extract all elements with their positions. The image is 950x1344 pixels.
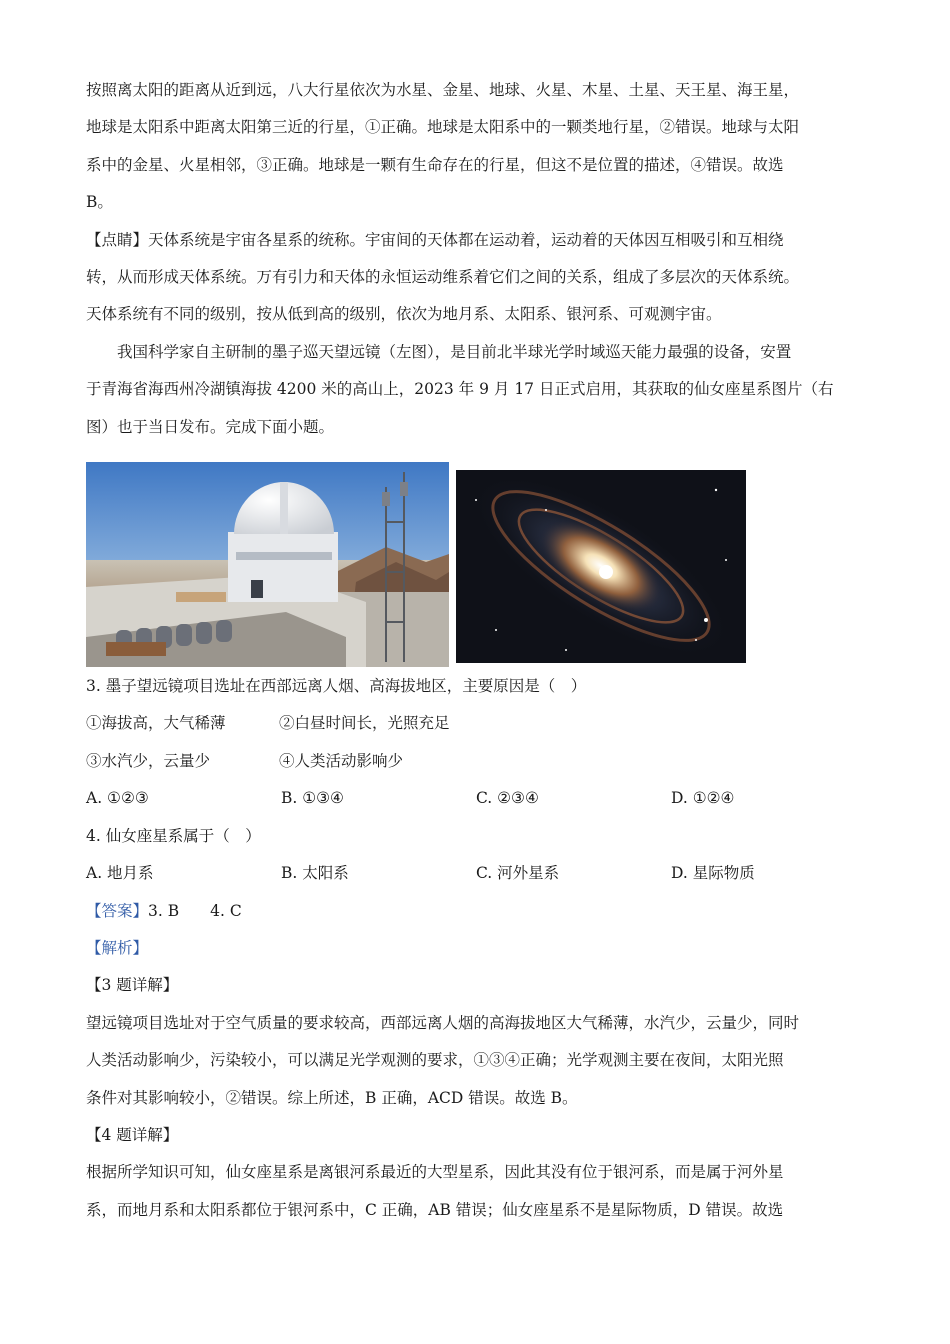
question-3-item: ①海拔高，大气稀薄 <box>86 714 226 733</box>
dianjing-line: 天体系统是宇宙各星系的统称。宇宙间的天体都在运动着，运动着的天体因互相吸引和互相绕 <box>148 230 784 249</box>
explanation-line: 系中的金星、火星相邻，③正确。地球是一颗有生命存在的行星，但这不是位置的描述，④错误。故选 <box>86 155 784 174</box>
dianjing-label: 【点睛】 <box>86 230 149 249</box>
question-3-stem: 3. 墨子望远镜项目选址在西部远离人烟、高海拔地区，主要原因是（ ） <box>86 677 587 696</box>
question-4-detail-title: 【4 题详解】 <box>86 1125 179 1144</box>
detail-line: 根据所学知识可知，仙女座星系是离银河系最近的大型星系，因此其没有位于银河系，而是属于河外星 <box>86 1163 784 1182</box>
option-d: D. 星际物质 <box>671 864 755 883</box>
dianjing-line: 转，从而形成天体系统。万有引力和天体的永恒运动维系着它们之间的关系，组成了多层次的天体系统。 <box>86 268 800 287</box>
explanation-line: 地球是太阳系中距离太阳第三近的行星，①正确。地球是太阳系中的一颗类地行星，②错误。地球与太阳 <box>86 118 800 137</box>
option-c: C. ②③④ <box>476 789 539 808</box>
detail-line: 系，而地月系和太阳系都位于银河系中，C 正确，AB 错误；仙女座星系不是星际物质，D 错误。故选 <box>86 1200 784 1219</box>
option-b: B. ①③④ <box>281 789 344 808</box>
question-4-stem: 4. 仙女座星系属于（ ） <box>86 826 261 845</box>
question-3-items-row <box>86 743 866 780</box>
answer-text: 3. B 4. C <box>148 901 242 920</box>
dianjing-line: 天体系统有不同的级别，按从低到高的级别，依次为地月系、太阳系、银河系、可观测宇宙。 <box>86 305 722 324</box>
andromeda-galaxy-photo <box>456 470 746 663</box>
question-3-item: ③水汽少，云量少 <box>86 751 211 770</box>
intro-line: 图）也于当日发布。完成下面小题。 <box>86 417 335 436</box>
intro-line: 我国科学家自主研制的墨子巡天望远镜（左图），是目前北半球光学时域巡天能力最强的设备，安置 <box>117 342 792 361</box>
intro-line: 于青海省海西州冷湖镇海拔 4200 米的高山上，2023 年 9 月 17 日正式启用，其获取的仙女座星系图片（右 <box>86 380 834 399</box>
document-page <box>86 72 866 1229</box>
detail-line: 望远镜项目选址对于空气质量的要求较高，西部远离人烟的高海拔地区大气稀薄，水汽少，云量少，同时 <box>86 1013 800 1032</box>
option-a: A. 地月系 <box>86 864 154 883</box>
detail-line: 条件对其影响较小，②错误。综上所述，B 正确，ACD 错误。故选 B。 <box>86 1088 578 1107</box>
option-d: D. ①②④ <box>671 789 735 808</box>
question-3-detail-title: 【3 题详解】 <box>86 976 179 995</box>
question-3-options <box>86 780 866 817</box>
jiexi-label: 【解析】 <box>86 938 149 957</box>
option-c: C. 河外星系 <box>476 864 560 883</box>
option-a: A. ①②③ <box>86 789 149 808</box>
explanation-line: 按照离太阳的距离从近到远，八大行星依次为水星、金星、地球、火星、木星、土星、天王星、海王星， <box>86 81 800 99</box>
question-3-item: ②白昼时间长，光照充足 <box>279 714 450 733</box>
question-3-items-row <box>86 705 866 742</box>
question-4-options <box>86 855 866 892</box>
answer-line <box>86 893 866 930</box>
option-b: B. 太阳系 <box>281 864 349 883</box>
figure-row <box>86 452 866 664</box>
dianjing-paragraph <box>86 222 866 259</box>
explanation-line: B。 <box>86 193 113 212</box>
telescope-photo <box>86 462 449 667</box>
answer-label: 【答案】 <box>86 901 149 920</box>
question-3-item: ④人类活动影响少 <box>279 751 404 770</box>
detail-line: 人类活动影响少，污染较小，可以满足光学观测的要求，①③④正确；光学观测主要在夜间，太阳光照 <box>86 1051 784 1070</box>
